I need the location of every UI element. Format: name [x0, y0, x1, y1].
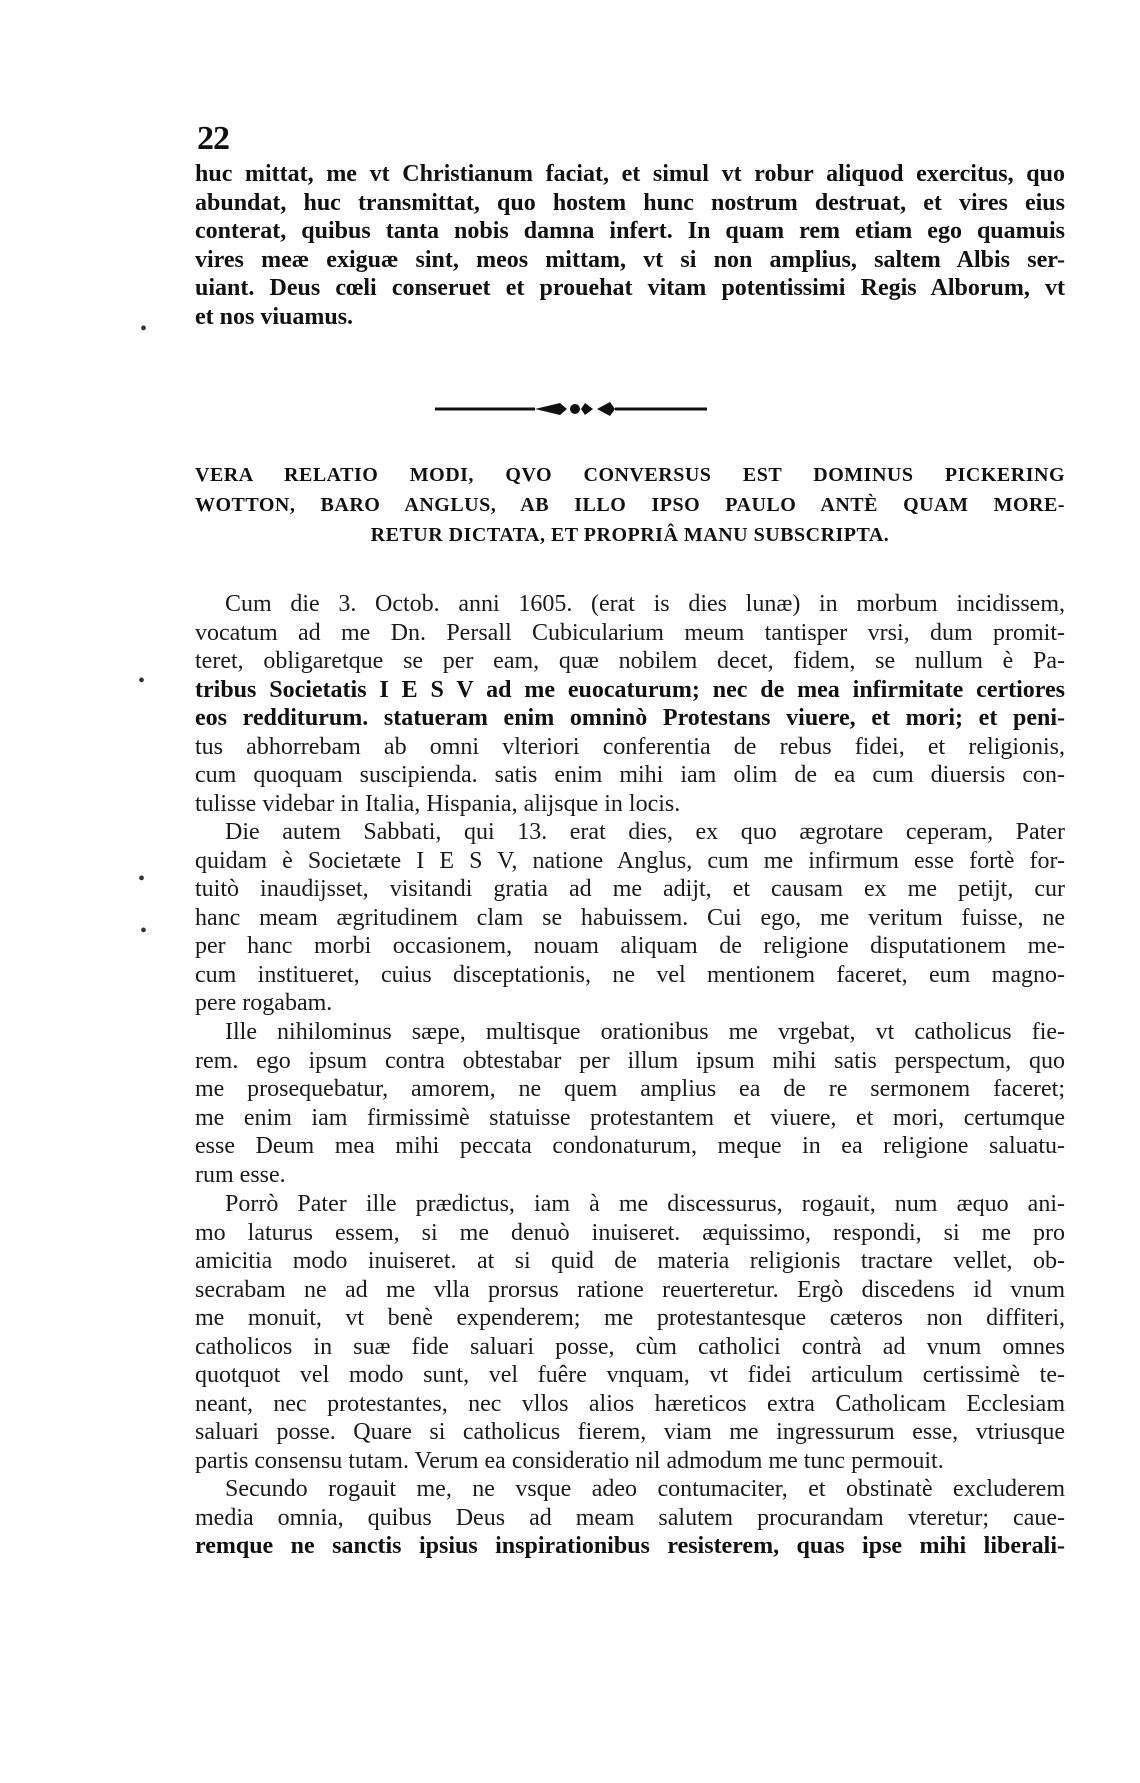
- section-heading: [195, 460, 1065, 550]
- text-line: amicitia modo inuiseret. at si quid de materia religionis tractare vellet, ob-: [195, 1248, 1065, 1274]
- text-line: eos redditurum. statueram enim omninò Protestans viuere, et mori; et peni-: [195, 705, 1065, 731]
- text-line: rum esse.: [195, 1161, 286, 1188]
- text-line: me prosequebatur, amorem, ne quem amplius ea de re sermonem faceret;: [195, 1076, 1065, 1102]
- text-line: cum institueret, cuius disceptationis, ne vel mentionem faceret, eum magno-: [195, 961, 1065, 988]
- body-paragraph: [195, 1475, 1065, 1561]
- margin-mark: •: [140, 318, 148, 340]
- body-paragraph: [195, 1190, 1065, 1475]
- text-line: neant, nec protestantes, nec vllos alios hæreticos extra Catholicam Ecclesiam: [195, 1390, 1065, 1417]
- text-line: pere rogabam.: [195, 990, 333, 1016]
- text-line: cum quoquam suscipienda. satis enim mihi iam olim de ea cum diuersis con-: [195, 762, 1065, 788]
- text-line: tus abhorrebam ab omni vlteriori conferentia de rebus fidei, et religionis,: [195, 733, 1065, 760]
- text-line: Die autem Sabbati, qui 13. erat dies, ex quo ægrotare ceperam, Pater: [225, 819, 1065, 845]
- text-line: conterat, quibus tanta nobis damna infert. In quam rem etiam ego quamuis: [195, 218, 1065, 244]
- text-line: secrabam ne ad me vlla prorsus ratione reuerteretur. Ergò discedens id vnum: [195, 1276, 1065, 1303]
- text-line: uiant. Deus cœli conseruet et prouehat vitam potentissimi Regis Alborum, vt: [195, 275, 1065, 301]
- text-line: tribus Societatis I E S V ad me euocaturum; nec de mea infirmitate certiores: [195, 676, 1065, 703]
- text-line: hanc meam ægritudinem clam se habuissem. Cui ego, me veritum fuisse, ne: [195, 904, 1065, 931]
- heading-line: VERA RELATIO MODI, QVO CONVERSUS EST DOMINUS PICKERING: [195, 464, 1065, 486]
- text-line: media omnia, quibus Deus ad meam salutem procurandam vteretur; caue-: [195, 1504, 1065, 1531]
- text-line: vocatum ad me Dn. Persall Cubicularium meum tantisper vrsi, dum promit-: [195, 619, 1065, 646]
- text-line: rem. ego ipsum contra obtestabar per illum ipsum mihi satis perspectum, quo: [195, 1047, 1065, 1074]
- text-line: quotquot vel modo sunt, vel fuêre vnquam, vt fidei articulum certissimè te-: [195, 1362, 1065, 1388]
- heading-line: WOTTON, BARO ANGLUS, AB ILLO IPSO PAULO ANTÈ QUAM MORE-: [195, 494, 1065, 516]
- text-line: saluari posse. Quare si catholicus fierem, viam me ingressurum esse, vtriusque: [195, 1419, 1065, 1445]
- text-line: Porrò Pater ille prædictus, iam à me discessurus, rogauit, num æquo ani-: [225, 1191, 1065, 1217]
- margin-mark: •: [140, 920, 148, 942]
- text-line: huc mittat, me vt Christianum faciat, et simul vt robur aliquod exercitus, quo: [195, 161, 1065, 187]
- body-paragraph: [195, 818, 1065, 1018]
- text-line: esse Deum mea mihi peccata condonaturum, meque in ea religione saluatu-: [195, 1133, 1065, 1159]
- text-line: Ille nihilominus sæpe, multisque orationibus me vrgebat, vt catholicus fie-: [225, 1019, 1065, 1045]
- text-line: Cum die 3. Octob. anni 1605. (erat is dies lunæ) in morbum incidissem,: [225, 591, 1065, 617]
- text-line: per hanc morbi occasionem, nouam aliquam de religione disputationem me-: [195, 933, 1065, 959]
- margin-mark: •: [138, 868, 146, 890]
- text-line: partis consensu tutam. Verum ea consideratio nil admodum me tunc permouit.: [195, 1447, 944, 1474]
- text-line: quidam è Societæte I E S V, natione Anglus, cum me infirmum esse fortè for-: [195, 847, 1065, 874]
- text-line: tulisse videbar in Italia, Hispania, alijsque in locis.: [195, 790, 681, 817]
- body-paragraph: [195, 1018, 1065, 1189]
- text-line: vires meæ exiguæ sint, meos mittam, vt si non amplius, saltem Albis ser-: [195, 246, 1065, 273]
- text-line: mo laturus essem, si me denuò inuiseret. æquissimo, respondi, si me pro: [195, 1219, 1065, 1246]
- text-line: teret, obligaretque se per eam, quæ nobilem decet, fidem, se nullum è Pa-: [195, 648, 1065, 674]
- heading-line: RETUR DICTATA, ET PROPRIÂ MANU SUBSCRIPTA.: [370, 524, 890, 546]
- body-paragraph: [195, 590, 1065, 818]
- page-number: 22: [197, 120, 229, 157]
- margin-mark: •: [138, 670, 146, 692]
- text-line: me enim iam firmissimè statuisse protestantem et viuere, et mori, certumque: [195, 1104, 1065, 1131]
- text-line: abundat, huc transmittat, quo hostem hunc nostrum destruat, et vires eius: [195, 189, 1065, 216]
- text-line: Secundo rogauit me, ne vsque adeo contumaciter, et obstinatè excluderem: [225, 1476, 1065, 1502]
- text-line: tuitò inaudijsset, visitandi gratia ad me adijt, et causam ex me petijt, cur: [195, 876, 1065, 902]
- text-line: me monuit, vt benè expenderem; me protestantesque cæteros non diffiteri,: [195, 1305, 1065, 1331]
- text-line: catholicos in suæ fide saluari posse, cùm catholici contrà ad vnum omnes: [195, 1333, 1065, 1360]
- text-line: remque ne sanctis ipsius inspirationibus resisterem, quas ipse mihi liberali-: [195, 1533, 1065, 1559]
- intro-paragraph: [195, 160, 1065, 331]
- text-line: et nos viuamus.: [195, 303, 354, 330]
- ornament-divider: [435, 398, 707, 420]
